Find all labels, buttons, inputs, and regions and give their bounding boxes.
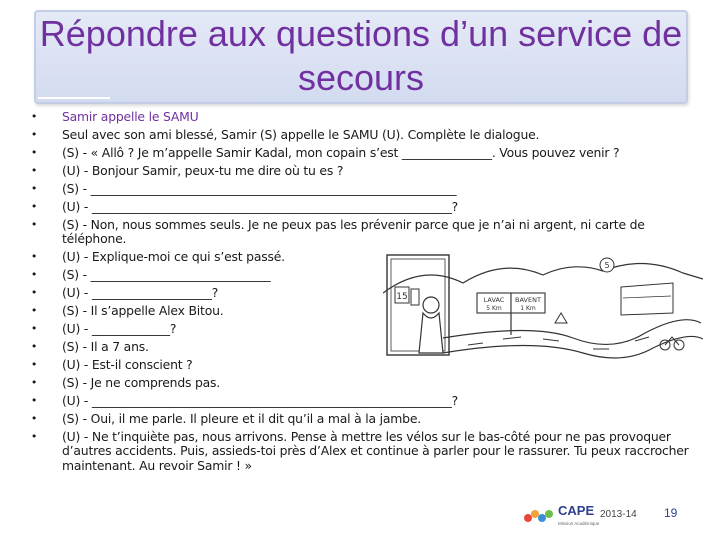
crossing-sign	[555, 313, 567, 323]
dialogue-text: (U) - _____________?	[62, 321, 177, 337]
slide-title: Répondre aux questions d’un service de secours	[39, 13, 683, 98]
bullet-icon: •	[30, 268, 38, 282]
dialogue-text: (S) - Il s’appelle Alex Bitou.	[62, 303, 224, 319]
dialogue-line	[30, 412, 700, 426]
dialogue-text: (U) - Est-il conscient ?	[62, 357, 193, 373]
dialogue-line	[30, 200, 700, 214]
dialogue-line	[30, 394, 700, 408]
dialogue-text: (U) - ____________________?	[62, 285, 219, 301]
dialogue-text: (S) - _____________________________________________________________	[62, 180, 457, 196]
dialogue-text: (U) - Explique-moi ce qui s’est passé.	[62, 249, 285, 265]
dialogue-text: (S) - Il a 7 ans.	[62, 339, 149, 355]
bullet-icon: •	[30, 340, 38, 354]
dialogue-text: (U) - ____________________________________________________________?	[62, 198, 458, 214]
svg-text:5 Km: 5 Km	[486, 305, 502, 312]
svg-text:1 Km: 1 Km	[520, 305, 536, 312]
dialogue-text: (S) - ______________________________	[62, 267, 271, 283]
phone-sign-label: 15	[396, 292, 408, 302]
dialogue-line	[30, 376, 700, 390]
bullet-icon: •	[30, 181, 38, 195]
dialogue-line	[30, 164, 700, 178]
dialogue-text: Samir appelle le SAMU	[62, 109, 199, 124]
dialogue-text: (U) - ____________________________________________________________?	[62, 393, 458, 409]
dialogue-text: (S) - « Allô ? Je m’appelle Samir Kadal, mon copain s’est _______________. Vous pouvez venir ?	[62, 144, 620, 160]
bullet-icon: •	[30, 286, 38, 300]
svg-text:BAVENT: BAVENT	[515, 296, 541, 304]
svg-text:LAVAC: LAVAC	[483, 296, 505, 304]
page-number: 19	[664, 506, 678, 520]
dialogue-line	[30, 182, 700, 196]
dialogue-text: (S) - Non, nous sommes seuls. Je ne peux pas les prévenir parce que je n’ai ni argent, ni carte de téléphone.	[62, 216, 645, 247]
bullet-icon: •	[30, 376, 38, 390]
dialogue-text: (S) - Je ne comprends pas.	[62, 375, 221, 391]
bullet-icon: •	[30, 250, 38, 264]
svg-text:Mission Académique: Mission Académique	[558, 521, 600, 526]
svg-text:5: 5	[604, 261, 610, 270]
dialogue-text: (U) - Bonjour Samir, peux-tu me dire où tu es ?	[62, 162, 344, 178]
bullet-icon: •	[30, 322, 38, 336]
dialogue-line	[30, 218, 700, 247]
bullet-icon: •	[30, 127, 38, 141]
bullet-icon: •	[30, 304, 38, 318]
dialogue-line	[30, 146, 700, 160]
dialogue-line	[30, 128, 700, 142]
dialogue-text: (U) - Ne t’inquiète pas, nous arrivons. Pense à mettre les vélos sur le bas-côté pour ne pas provoquer d’autres accidents. Puis, assieds-toi près d’Alex et continue à parler pour le rassurer. Tu peux raccrocher maintenant. Au revoir Samir ! »	[62, 429, 689, 473]
phone-booth-illustration	[383, 253, 703, 363]
bullet-icon: •	[30, 358, 38, 372]
child-figure	[423, 297, 439, 313]
bullet-icon: •	[30, 217, 38, 231]
bullet-icon: •	[30, 163, 38, 177]
bullet-icon: •	[30, 145, 38, 159]
bus-shelter	[621, 283, 673, 315]
bullet-icon: •	[30, 394, 38, 408]
footer-year: 2013-14	[600, 509, 637, 520]
hills	[383, 263, 703, 293]
bullet-icon: •	[30, 412, 38, 426]
dialogue-text: (S) - Oui, il me parle. Il pleure et il dit qu’il a mal à la jambe.	[62, 411, 422, 427]
dialogue-text: Seul avec son ami blessé, Samir (S) appelle le SAMU (U). Complète le dialogue.	[62, 126, 540, 142]
bullet-icon: •	[30, 199, 38, 213]
svg-text:CAPE: CAPE	[558, 503, 595, 518]
dialogue-heading	[30, 110, 700, 124]
bullet-icon: •	[30, 110, 38, 123]
bullet-icon: •	[30, 430, 38, 444]
dialogue-line	[30, 430, 700, 473]
